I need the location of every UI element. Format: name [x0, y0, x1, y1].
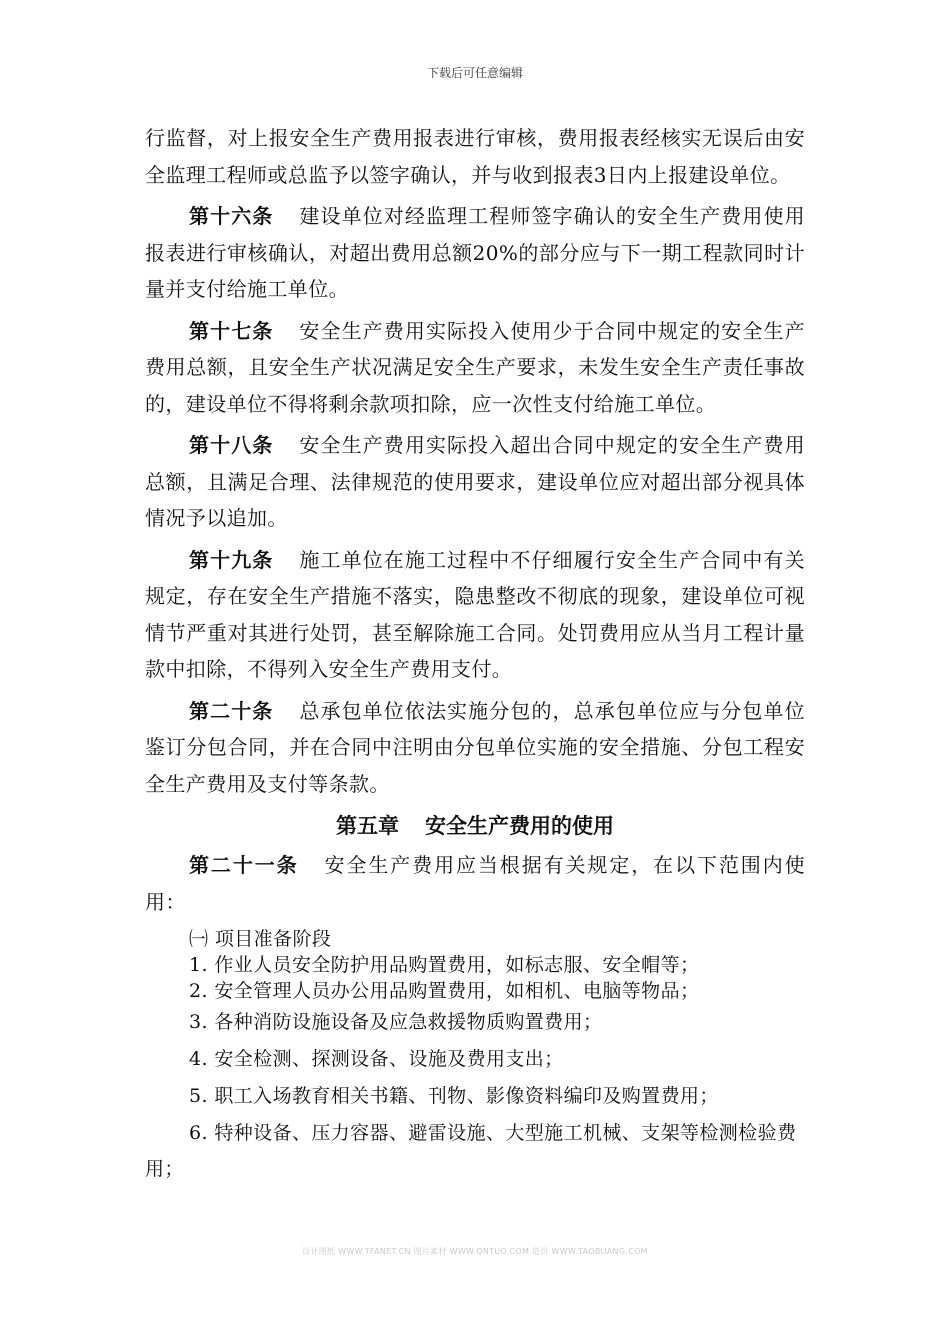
list-item: 5. 职工入场教育相关书籍、刊物、影像资料编印及购置费用； [189, 1085, 719, 1107]
article-19 [145, 542, 805, 688]
chapter-title: 安全生产费用的使用 [425, 814, 614, 838]
article-title: 第十七条 [189, 318, 274, 343]
list-item: 2. 安全管理人员办公用品购置费用，如相机、电脑等物品； [189, 980, 700, 1002]
article-text: 安全生产费用实际投入使用少于合同中规定的安全生产费用总额，且安全生产状况满足安全生产要求，未发生安全生产责任事故的，建设单位不得将剩余款项扣除，应一次性支付给施工单位。 [145, 318, 805, 416]
article-title: 第二十条 [189, 698, 274, 723]
intro-paragraph: 行监督，对上报安全生产费用报表进行审核，费用报表经核实无误后由安全监理工程师或总监予以签字确认，并与收到报表3日内上报建设单位。 [145, 126, 805, 187]
list-item: 4. 安全检测、探测设备、设施及费用支出； [189, 1048, 564, 1070]
article-17 [145, 313, 805, 423]
page-header: 下载后可任意编辑 [426, 66, 523, 80]
article-text: 总承包单位依法实施分包的，总承包单位应与分包单位鉴订分包合同，并在合同中注明由分包单位实施的安全措施、分包工程安全生产费用及支付等条款。 [145, 698, 805, 796]
page-footer-watermark: 设计图纸 WWW.TFANET.CN 图片素材 WWW.QNTUO.COM 造价 WWW.TAOBUANG.COM [302, 1247, 648, 1256]
article-21 [145, 847, 805, 920]
article-20 [145, 693, 805, 803]
list-heading: ㈠ 项目准备阶段 [189, 928, 332, 950]
article-title: 第十六条 [189, 204, 274, 228]
article-text: 安全生产费用应当根据有关规定，在以下范围内使用： [145, 853, 805, 914]
article-18 [145, 427, 805, 537]
article-title: 第二十一条 [189, 853, 299, 877]
article-text: 施工单位在施工过程中不仔细履行安全生产合同中有关规定，存在安全生产措施不落实，隐患整改不彻底的现象，建设单位可视情节严重对其进行处罚，甚至解除施工合同。处罚费用应从当月工程计量款中扣除，不得列入安全生产费用支付。 [145, 547, 805, 681]
article-title: 第十八条 [189, 433, 274, 457]
article-16 [145, 198, 805, 308]
chapter-heading [145, 807, 805, 845]
list-item: 1. 作业人员安全防护用品购置费用，如标志服、安全帽等； [189, 954, 700, 976]
article-text: 建设单位对经监理工程师签字确认的安全生产费用使用报表进行审核确认，对超出费用总额20%的部分应与下一期工程款同时计量并支付给施工单位。 [145, 204, 805, 301]
list-item: 3. 各种消防设施设备及应急救援物质购置费用； [189, 1011, 603, 1033]
chapter-number: 第五章 [336, 814, 399, 838]
article-text: 安全生产费用实际投入超出合同中规定的安全生产费用总额，且满足合理、法律规范的使用要求，建设单位应对超出部分视具体情况予以追加。 [145, 433, 805, 530]
article-title: 第十九条 [189, 547, 274, 572]
document-body [145, 120, 805, 1188]
list-item: 6. 特种设备、压力容器、避雷设施、大型施工机械、支架等检测检验费用； [145, 1122, 797, 1180]
expense-list [145, 926, 805, 1187]
